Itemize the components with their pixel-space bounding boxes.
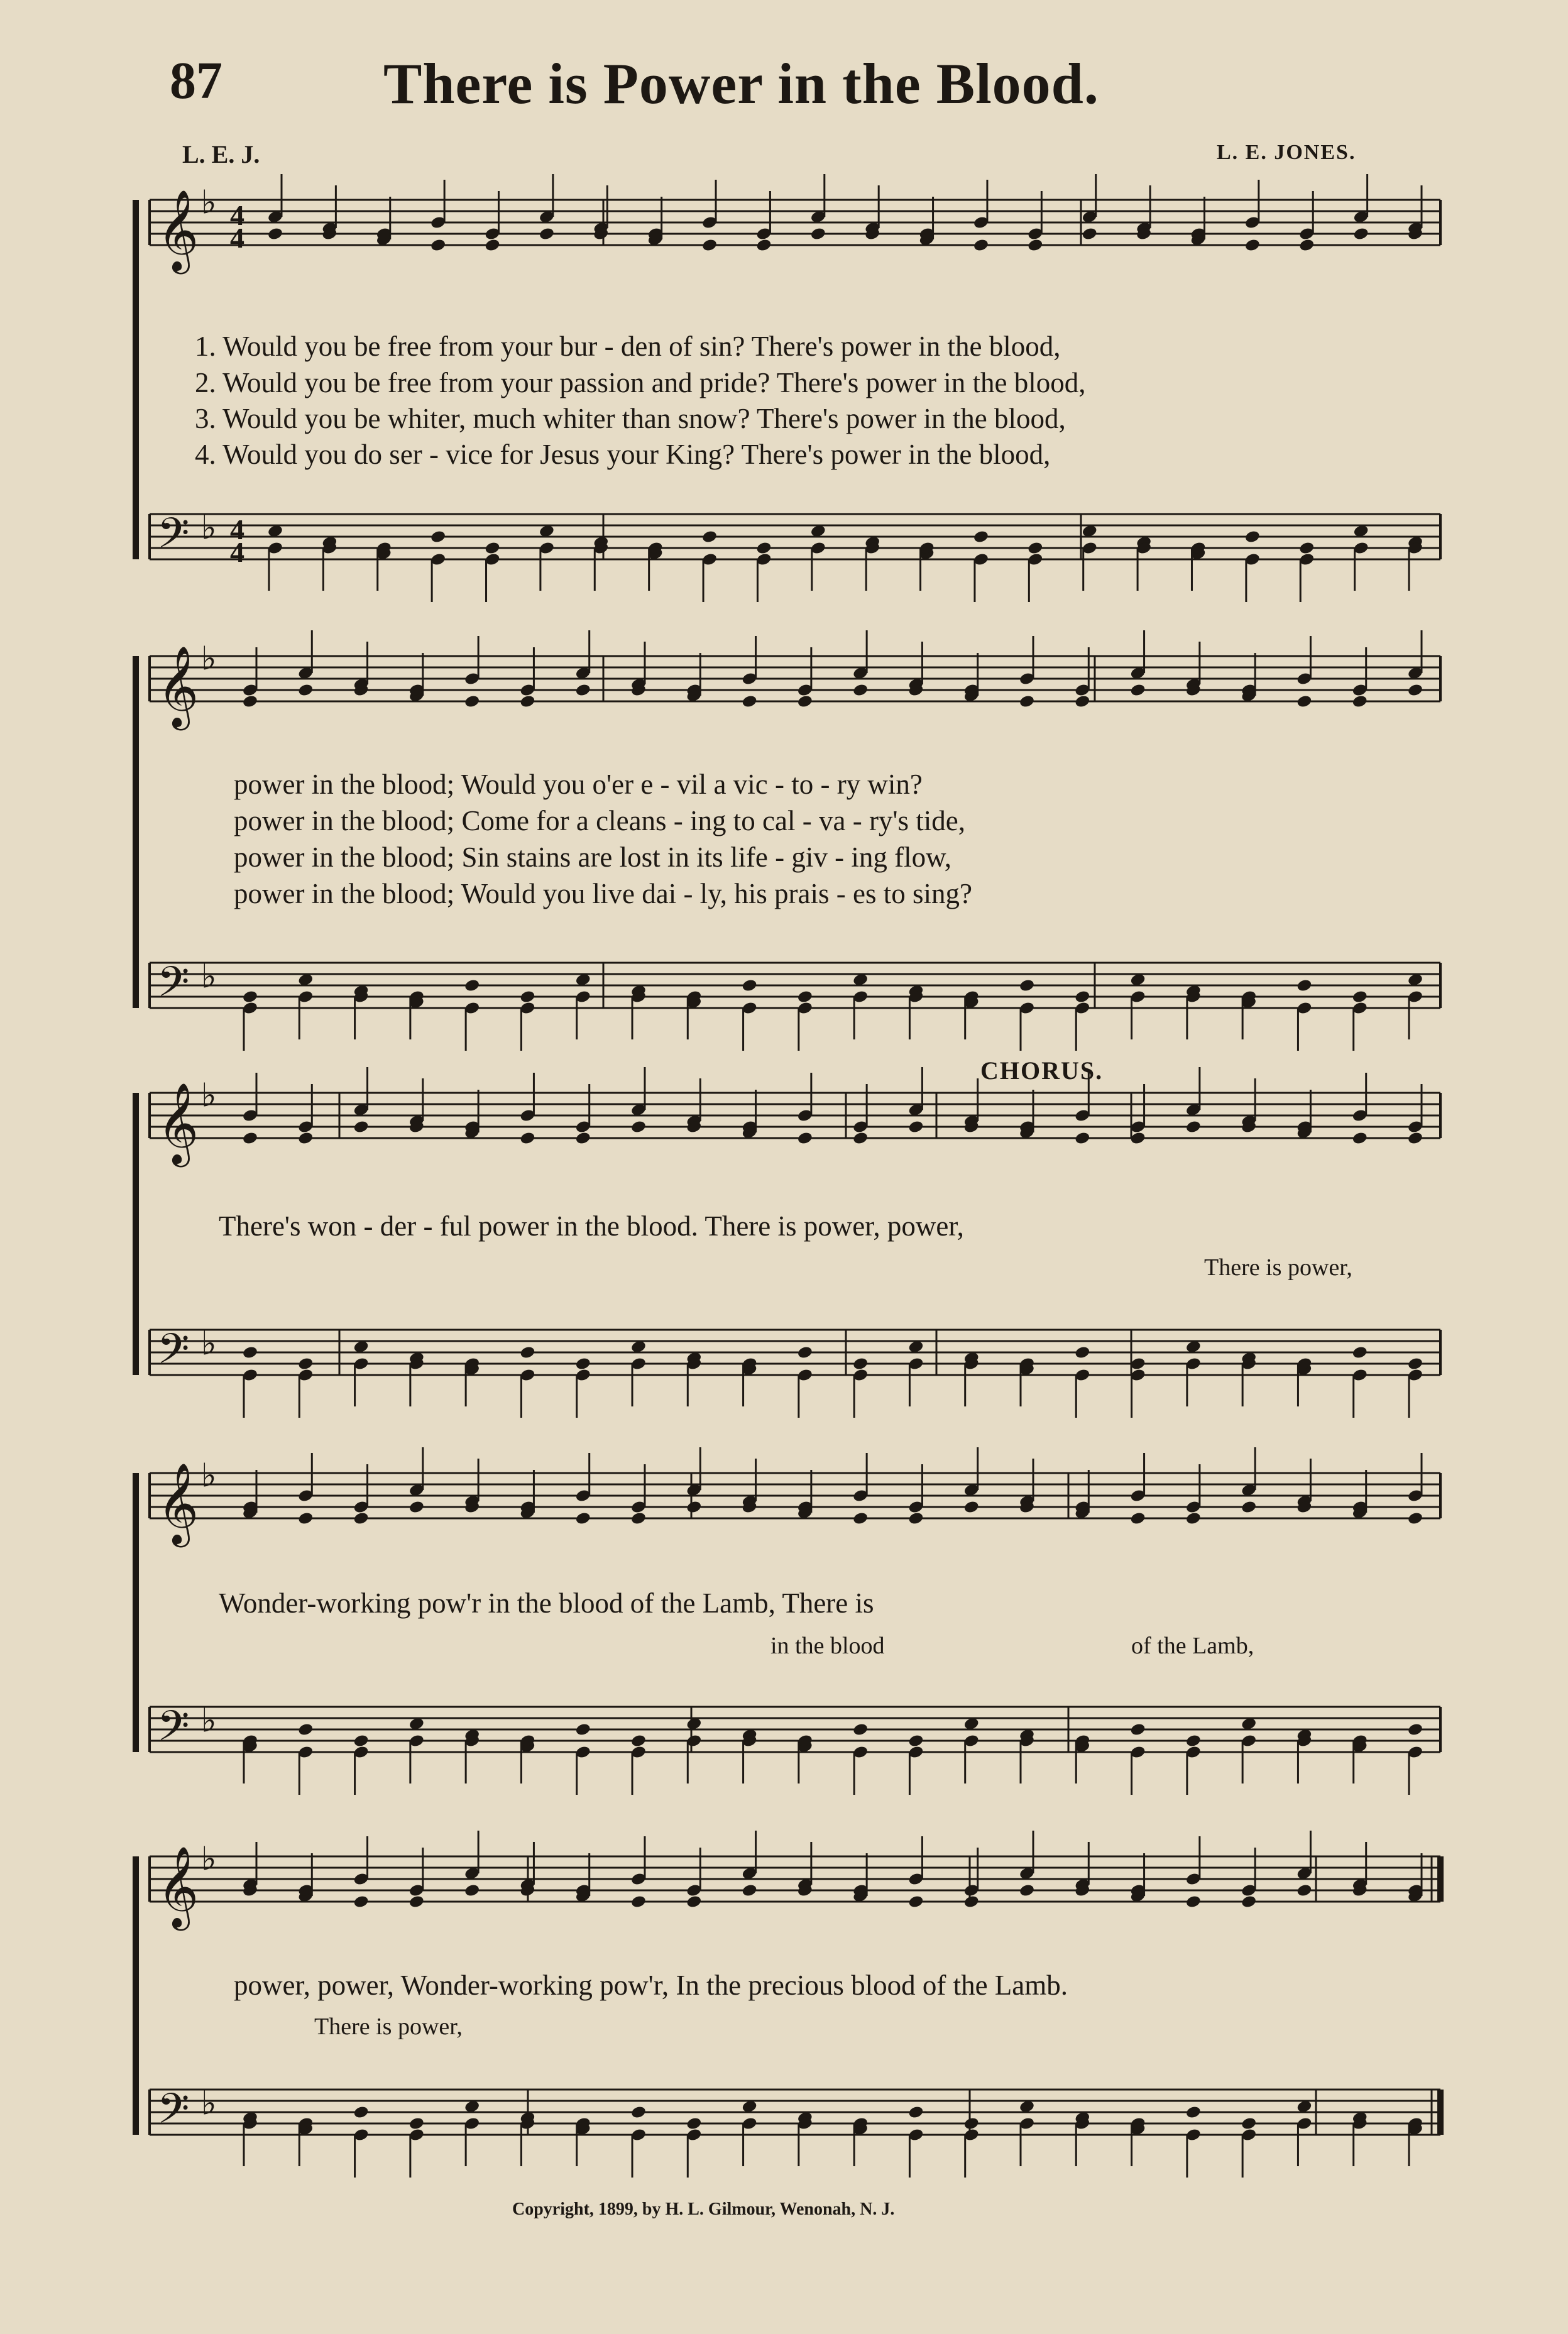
note-head bbox=[1296, 1883, 1312, 1898]
note-head bbox=[741, 694, 757, 709]
note-head bbox=[1019, 694, 1035, 709]
note-head bbox=[539, 227, 555, 241]
note-head bbox=[1185, 1895, 1202, 1909]
note-head bbox=[630, 1120, 647, 1134]
note-head bbox=[701, 530, 718, 544]
note-head bbox=[1352, 990, 1368, 1004]
note-head bbox=[575, 1723, 591, 1737]
key-signature-flat: ♭ bbox=[201, 1457, 217, 1495]
note-head bbox=[1027, 541, 1043, 556]
note-head bbox=[1353, 227, 1369, 241]
refrain-line: There's won - der - ful power in the blood. There is power, power, bbox=[219, 1210, 964, 1242]
note-head bbox=[408, 1895, 425, 1909]
note-head bbox=[852, 683, 869, 698]
note-head bbox=[973, 238, 989, 253]
treble-clef: 𝄞 bbox=[157, 1082, 199, 1164]
bass-clef: 𝄢 bbox=[157, 509, 190, 567]
note-head bbox=[430, 238, 446, 253]
note-head bbox=[1352, 694, 1368, 709]
note-head bbox=[686, 1500, 702, 1515]
note-head bbox=[1352, 1131, 1368, 1146]
treble-clef: 𝄞 bbox=[157, 645, 199, 727]
note-head bbox=[408, 2117, 425, 2131]
note-head bbox=[1296, 978, 1312, 993]
note-head bbox=[630, 1734, 647, 1748]
note-head bbox=[1129, 683, 1146, 698]
note-head bbox=[852, 1357, 869, 1371]
note-head bbox=[907, 1895, 924, 1909]
note-head bbox=[1407, 1723, 1423, 1737]
key-signature-flat: ♭ bbox=[201, 184, 217, 222]
bass-clef: 𝄢 bbox=[157, 2085, 190, 2143]
note-head bbox=[1074, 990, 1090, 1004]
verse-second-line-3: power in the blood; Sin stains are lost in its life - giv - ing flow, bbox=[234, 841, 951, 873]
note-head bbox=[973, 530, 989, 544]
key-signature-flat: ♭ bbox=[201, 1325, 217, 1363]
time-signature: 4 bbox=[230, 513, 244, 545]
note-head bbox=[1296, 694, 1312, 709]
treble-clef: 𝄞 bbox=[157, 1462, 199, 1544]
treble-clef: 𝄞 bbox=[157, 189, 199, 271]
note-head bbox=[1185, 1511, 1202, 1526]
key-signature-flat: ♭ bbox=[201, 1702, 217, 1740]
note-head bbox=[1407, 683, 1423, 698]
note-head bbox=[797, 694, 813, 709]
note-head bbox=[1298, 541, 1315, 556]
bass-clef: 𝄢 bbox=[157, 1702, 190, 1760]
time-signature: 4 bbox=[230, 199, 244, 231]
note-head bbox=[242, 694, 258, 709]
copyright-notice: Copyright, 1899, by H. L. Gilmour, Wenonah, N. J. bbox=[512, 2200, 895, 2219]
note-head bbox=[907, 1120, 924, 1134]
verse-line-2: 2. Would you be free from your passion and pride? There's power in the blood, bbox=[195, 367, 1086, 398]
note-head bbox=[907, 1511, 924, 1526]
note-head bbox=[686, 1895, 702, 1909]
key-signature-flat: ♭ bbox=[201, 1840, 217, 1878]
note-head bbox=[1074, 1131, 1090, 1146]
verse-second-line-2: power in the blood; Come for a cleans - ing to cal - va - ry's tide, bbox=[234, 805, 966, 836]
note-head bbox=[797, 1131, 813, 1146]
note-head bbox=[353, 2105, 369, 2120]
note-head bbox=[1074, 1345, 1090, 1360]
note-head bbox=[630, 2105, 647, 2120]
note-head bbox=[963, 1500, 980, 1515]
bass-clef: 𝄢 bbox=[157, 1325, 190, 1383]
time-signature: 4 bbox=[230, 536, 244, 568]
note-head bbox=[353, 1734, 369, 1748]
words-author: L. E. J. bbox=[182, 140, 260, 168]
note-head bbox=[297, 1723, 314, 1737]
treble-clef: 𝄞 bbox=[157, 1846, 199, 1927]
key-signature-flat: ♭ bbox=[201, 509, 217, 547]
note-head bbox=[519, 1345, 535, 1360]
note-head bbox=[1185, 1120, 1202, 1134]
hymn-number: 87 bbox=[170, 52, 222, 110]
verse-line-4: 4. Would you do ser - vice for Jesus your King? There's power in the blood, bbox=[195, 439, 1051, 470]
note-head bbox=[741, 1883, 757, 1898]
note-head bbox=[686, 2117, 702, 2131]
note-head bbox=[1185, 2105, 1202, 2120]
verse-second-line-1: power in the blood; Would you o'er e - vil a vic - to - ry win? bbox=[234, 769, 923, 800]
note-head bbox=[519, 990, 535, 1004]
key-signature-flat: ♭ bbox=[201, 640, 217, 678]
key-signature-flat: ♭ bbox=[201, 1077, 217, 1115]
chorus-line-2: power, power, Wonder-working pow'r, In the precious blood of the Lamb. bbox=[234, 1970, 1068, 2001]
key-signature-flat: ♭ bbox=[201, 2085, 217, 2123]
note-head bbox=[755, 238, 772, 253]
note-head bbox=[297, 1131, 314, 1146]
note-head bbox=[297, 1357, 314, 1371]
note-head bbox=[353, 1895, 369, 1909]
bass-echo-2: There is power, bbox=[314, 2013, 463, 2040]
note-head bbox=[755, 541, 772, 556]
echo-of-the-lamb: of the Lamb, bbox=[1131, 1633, 1254, 1659]
note-head bbox=[353, 1511, 369, 1526]
note-head bbox=[1082, 227, 1098, 241]
note-head bbox=[852, 1131, 869, 1146]
note-head bbox=[297, 1511, 314, 1526]
note-head bbox=[1407, 1131, 1423, 1146]
note-head bbox=[1185, 1734, 1202, 1748]
note-head bbox=[1129, 1511, 1146, 1526]
note-head bbox=[1241, 1500, 1257, 1515]
note-head bbox=[430, 530, 446, 544]
note-head bbox=[963, 1895, 980, 1909]
note-head bbox=[1407, 1357, 1423, 1371]
note-head bbox=[1241, 1895, 1257, 1909]
note-head bbox=[267, 227, 283, 241]
note-head bbox=[408, 1500, 425, 1515]
note-head bbox=[519, 1131, 535, 1146]
note-head bbox=[852, 1723, 869, 1737]
note-head bbox=[963, 2117, 980, 2131]
hymn-title: There is Power in the Blood. bbox=[383, 52, 1099, 116]
note-head bbox=[575, 683, 591, 698]
note-head bbox=[575, 1357, 591, 1371]
note-head bbox=[242, 1345, 258, 1360]
verse-line-1: 1. Would you be free from your bur - den of sin? There's power in the blood, bbox=[195, 331, 1061, 362]
note-head bbox=[852, 1511, 869, 1526]
note-head bbox=[1129, 1723, 1146, 1737]
note-head bbox=[630, 1895, 647, 1909]
note-head bbox=[701, 238, 718, 253]
note-head bbox=[1407, 1511, 1423, 1526]
chorus-label: CHORUS. bbox=[980, 1056, 1104, 1085]
verse-second-line-4: power in the blood; Would you live dai - ly, his prais - es to sing? bbox=[234, 878, 972, 909]
note-head bbox=[575, 1131, 591, 1146]
note-head bbox=[242, 990, 258, 1004]
note-head bbox=[1352, 1345, 1368, 1360]
note-head bbox=[484, 541, 500, 556]
note-head bbox=[797, 1345, 813, 1360]
bass-clef: 𝄢 bbox=[157, 958, 190, 1016]
note-head bbox=[907, 2105, 924, 2120]
note-head bbox=[1244, 238, 1261, 253]
note-head bbox=[464, 694, 480, 709]
note-head bbox=[519, 694, 535, 709]
note-head bbox=[464, 978, 480, 993]
note-head bbox=[464, 1883, 480, 1898]
note-head bbox=[741, 978, 757, 993]
echo-in-the-blood: in the blood bbox=[770, 1633, 885, 1659]
verse-line-3: 3. Would you be whiter, much whiter than snow? There's power in the blood, bbox=[195, 403, 1066, 434]
note-head bbox=[353, 1120, 369, 1134]
note-head bbox=[484, 238, 500, 253]
note-head bbox=[1019, 1883, 1035, 1898]
key-signature-flat: ♭ bbox=[201, 958, 217, 996]
note-head bbox=[1244, 530, 1261, 544]
note-head bbox=[1241, 2117, 1257, 2131]
note-head bbox=[1019, 978, 1035, 993]
note-head bbox=[630, 1511, 647, 1526]
note-head bbox=[810, 227, 826, 241]
note-head bbox=[575, 1511, 591, 1526]
note-head bbox=[907, 1734, 924, 1748]
note-head bbox=[242, 1131, 258, 1146]
music-author: L. E. JONES. bbox=[1217, 141, 1356, 164]
note-head bbox=[297, 683, 314, 698]
note-head bbox=[797, 990, 813, 1004]
time-signature: 4 bbox=[230, 222, 244, 254]
note-head bbox=[1298, 238, 1315, 253]
bass-echo-1: There is power, bbox=[1204, 1254, 1352, 1281]
note-head bbox=[1027, 238, 1043, 253]
note-head bbox=[1074, 694, 1090, 709]
chorus-line-1: Wonder-working pow'r in the blood of the Lamb, There is bbox=[219, 1587, 874, 1619]
